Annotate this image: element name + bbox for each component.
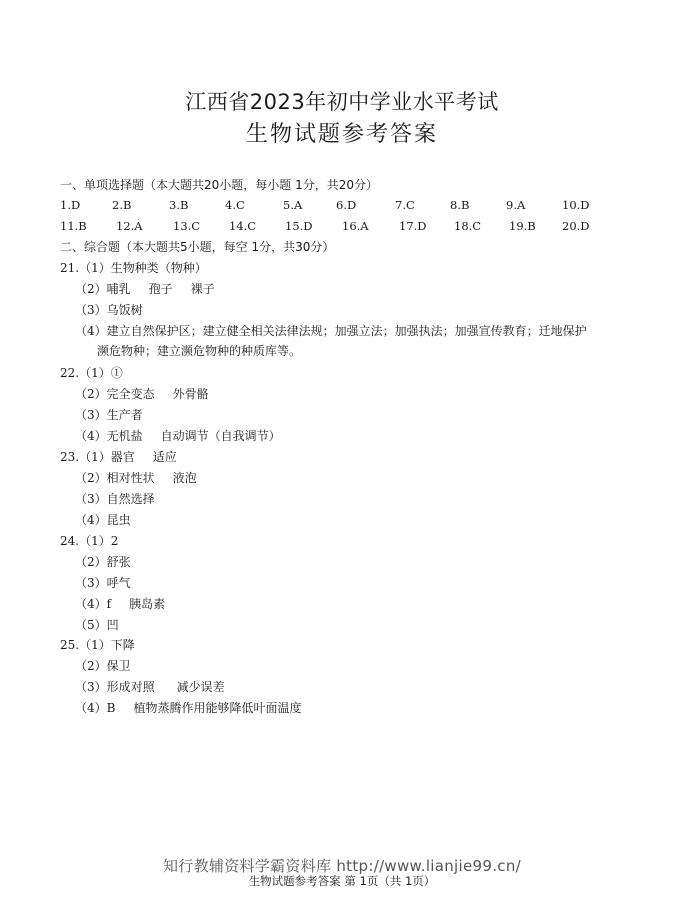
answer-text: 液泡 <box>172 471 197 485</box>
answer-text: （2）哺乳 <box>75 282 131 296</box>
q23-part3: （3）自然选择 <box>75 492 155 506</box>
answer-item: 19.B <box>509 219 536 233</box>
q21-part4-line2: 濒危物种；建立濒危物种的种质库等。 <box>97 344 302 358</box>
answers-row-1 <box>60 198 640 214</box>
title-line1: 江西省2023年初中学业水平考试 <box>185 90 499 114</box>
answer-item: 7.C <box>395 198 415 212</box>
answer-item: 11.B <box>60 219 87 233</box>
answer-item: 15.D <box>285 219 313 233</box>
q24-part3: （3）呼气 <box>75 576 131 590</box>
answer-item: 9.A <box>506 198 526 212</box>
q22-part2 <box>75 386 209 402</box>
answer-text: （4）f <box>75 597 112 611</box>
answer-item: 2.B <box>112 198 132 212</box>
q23-part4: （4）昆虫 <box>75 513 131 527</box>
section1-heading: 一、单项选择题（本大题共20小题，每小题 1分，共20分） <box>60 178 378 192</box>
answer-item: 4.C <box>225 198 245 212</box>
page-footer: 生物试题参考答案 第 1页（共 1页） <box>248 874 436 888</box>
q23-part2 <box>75 470 197 486</box>
answer-text: （3）形成对照 <box>75 680 155 694</box>
q24-part5: （5）凹 <box>75 618 119 632</box>
answer-text: 减少误差 <box>176 680 225 694</box>
answer-item: 18.C <box>454 219 482 233</box>
q23-part1 <box>60 449 177 465</box>
answer-item: 14.C <box>229 219 257 233</box>
answer-text: 裸子 <box>190 282 215 296</box>
q25-part2: （2）保卫 <box>75 659 131 673</box>
answer-text: （2）完全变态 <box>75 387 155 401</box>
answer-text: 胰岛素 <box>129 597 166 611</box>
q24-part2: （2）舒张 <box>75 555 131 569</box>
q21-part1: 21.（1）生物种类（物种） <box>60 261 207 275</box>
answer-text: （4）B <box>75 701 116 715</box>
answer-text: （4）无机盐 <box>75 429 143 443</box>
q24-part1: 24.（1）2 <box>60 534 119 548</box>
q22-part4 <box>75 428 281 444</box>
answer-text: 自动调节（自我调节） <box>160 429 281 443</box>
answer-text: （2）相对性状 <box>75 471 155 485</box>
q21-part4-line1: （4）建立自然保护区；建立健全相关法律法规；加强立法；加强执法；加强宣传教育；迁地保护 <box>75 324 587 338</box>
answer-item: 6.D <box>336 198 357 212</box>
q25-part4 <box>75 700 301 716</box>
q21-part2 <box>75 281 215 297</box>
q24-part4 <box>75 596 165 612</box>
answer-item: 5.A <box>283 198 303 212</box>
answer-item: 17.D <box>399 219 427 233</box>
watermark-text: 知行教辅资料学霸资料库 http://www.lianjie99.cn/ <box>163 857 521 875</box>
answer-item: 3.B <box>169 198 189 212</box>
answer-text: 23.（1）器官 <box>60 450 135 464</box>
q25-part3 <box>75 679 225 695</box>
answer-item: 20.D <box>562 219 590 233</box>
q22-part1: 22.（1）① <box>60 366 123 380</box>
answer-item: 8.B <box>450 198 470 212</box>
answer-item: 12.A <box>116 219 143 233</box>
answer-text: 植物蒸腾作用能够降低叶面温度 <box>133 701 302 715</box>
q25-part1: 25.（1）下降 <box>60 638 135 652</box>
answer-item: 1.D <box>60 198 81 212</box>
answer-item: 16.A <box>342 219 369 233</box>
answers-row-2 <box>60 219 640 235</box>
title-line2: 生物试题参考答案 <box>245 122 438 147</box>
section2-heading: 二、综合题（本大题共5小题，每空 1分，共30分） <box>60 240 335 254</box>
answer-text: 适应 <box>152 450 177 464</box>
answer-item: 10.D <box>562 198 590 212</box>
q21-part3: （3）乌饭树 <box>75 303 143 317</box>
q22-part3: （3）生产者 <box>75 408 143 422</box>
answer-item: 13.C <box>173 219 201 233</box>
answer-text: 外骨骼 <box>172 387 209 401</box>
answer-text: 孢子 <box>148 282 173 296</box>
